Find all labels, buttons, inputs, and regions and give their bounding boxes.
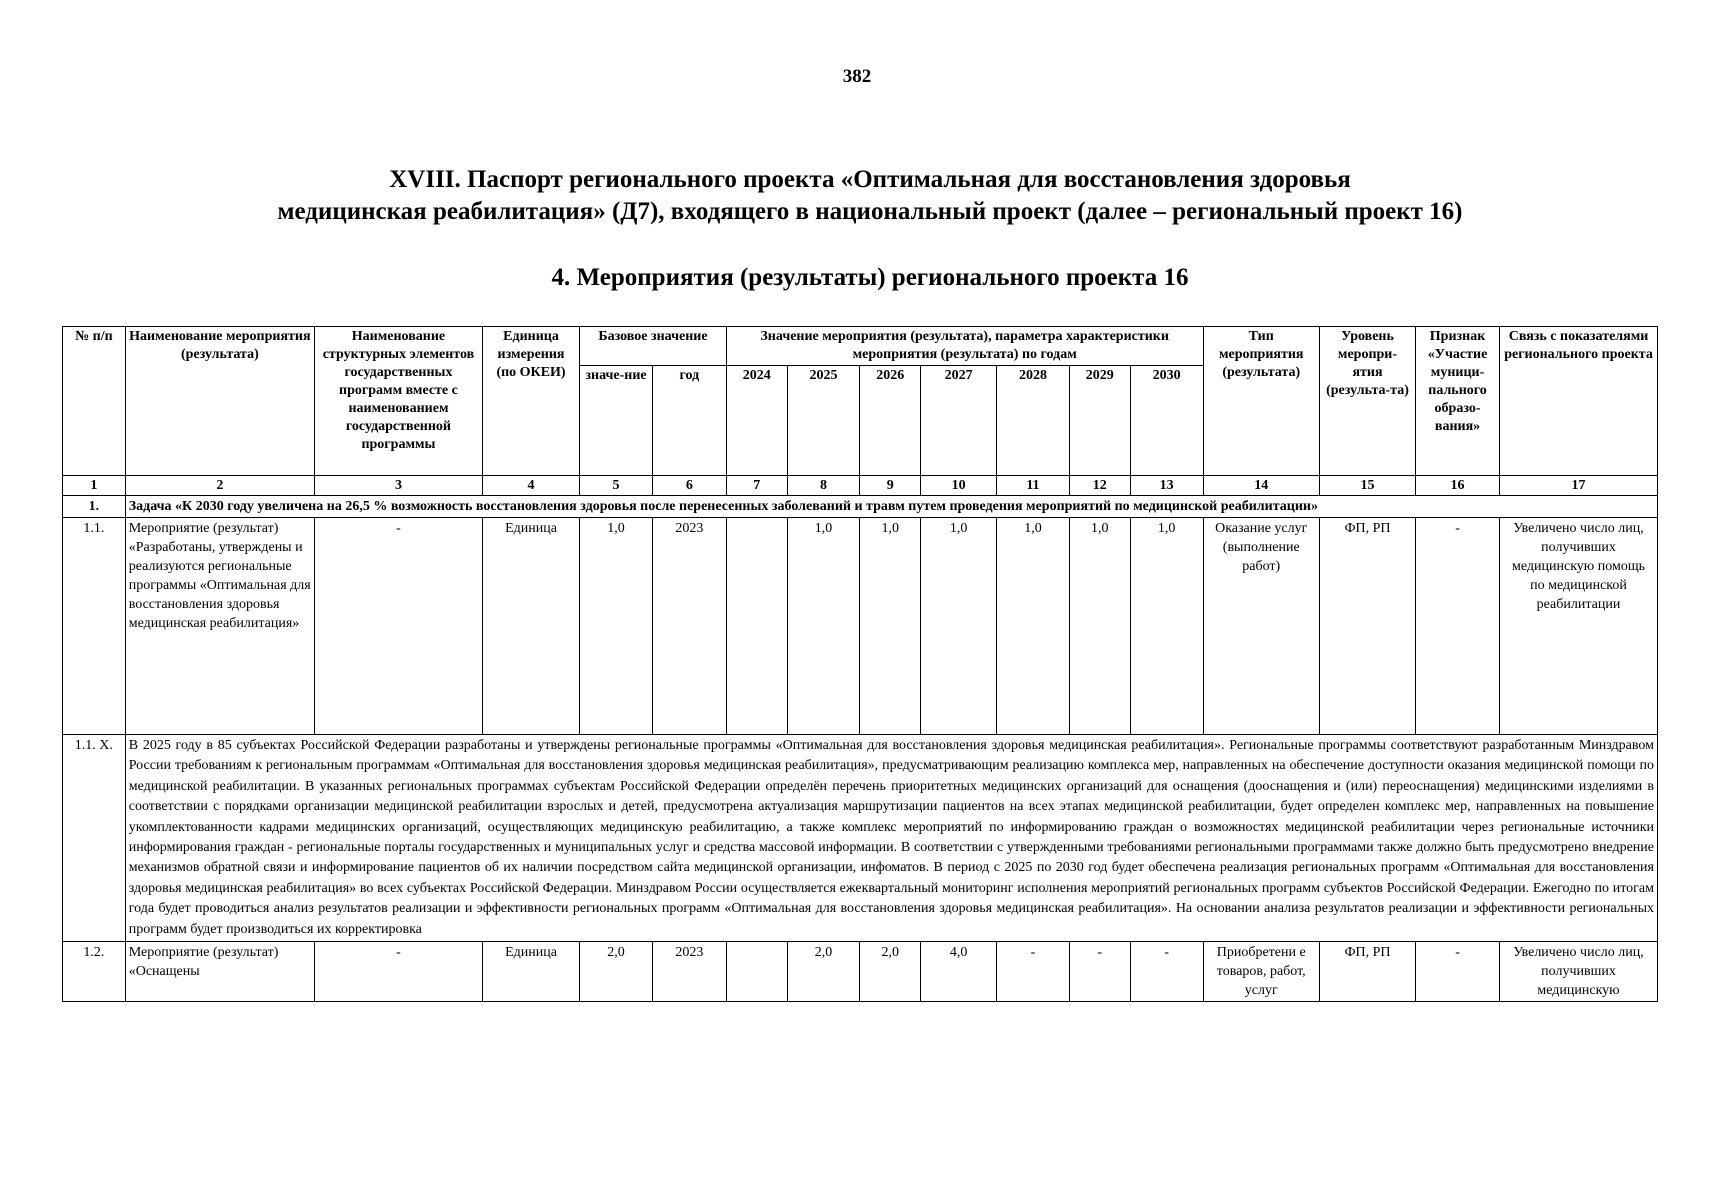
header-year-2028: 2028 — [997, 366, 1070, 476]
header-base: Базовое значение — [580, 327, 727, 366]
col-number: 9 — [860, 476, 921, 496]
col-number: 2 — [125, 476, 314, 496]
col-number: 3 — [314, 476, 482, 496]
header-year-2025: 2025 — [787, 366, 860, 476]
row-unit: Единица — [482, 518, 579, 735]
column-numbers-row — [63, 476, 1658, 496]
task-row — [63, 496, 1658, 518]
header-struct: Наименование структурных элементов государственных программ вместе с наименованием государственной программы — [314, 327, 482, 476]
col-number: 13 — [1130, 476, 1203, 496]
row-base-value: 1,0 — [580, 518, 653, 735]
row-v2026: 1,0 — [860, 518, 921, 735]
row-base-year: 2023 — [652, 942, 726, 1002]
row-num: 1.1. — [63, 518, 126, 735]
header-link: Связь с показателями регионального проекта — [1500, 327, 1658, 476]
row-mun: - — [1416, 518, 1500, 735]
row-name: Мероприятие (результат) «Разработаны, утверждены и реализуются региональные программы «Оптимальная для восстановления здоровья медицинская реабилитация» — [125, 518, 314, 735]
col-number: 10 — [921, 476, 997, 496]
header-name: Наименование мероприятия (результата) — [125, 327, 314, 476]
table-row — [63, 518, 1658, 735]
page-title — [120, 164, 1620, 228]
row-v2024 — [726, 942, 787, 1002]
row-name: Мероприятие (результат) «Оснащены — [125, 942, 314, 1002]
col-number: 4 — [482, 476, 579, 496]
col-number: 11 — [997, 476, 1070, 496]
header-values: Значение мероприятия (результата), параметра характеристики мероприятия (результата) по годам — [726, 327, 1203, 366]
description-num: 1.1. Х. — [63, 735, 126, 942]
header-year-2026: 2026 — [860, 366, 921, 476]
page-number: 382 — [842, 66, 872, 87]
header-type: Тип мероприятия (результата) — [1203, 327, 1319, 476]
row-v2025: 1,0 — [787, 518, 860, 735]
row-unit: Единица — [482, 942, 579, 1002]
header-mun: Признак «Участие муници-пального образо-вания» — [1416, 327, 1500, 476]
row-level: ФП, РП — [1319, 942, 1415, 1002]
row-v2030: 1,0 — [1130, 518, 1203, 735]
col-number: 5 — [580, 476, 653, 496]
row-base-year: 2023 — [652, 518, 726, 735]
row-struct: - — [314, 942, 482, 1002]
header-year-2030: 2030 — [1130, 366, 1203, 476]
col-number: 12 — [1069, 476, 1130, 496]
row-v2029: - — [1069, 942, 1130, 1002]
col-number: 1 — [63, 476, 126, 496]
row-v2027: 4,0 — [921, 942, 997, 1002]
row-v2024 — [726, 518, 787, 735]
row-type: Оказание услуг (выполнение работ) — [1203, 518, 1319, 735]
table-row — [63, 942, 1658, 1002]
row-base-value: 2,0 — [580, 942, 653, 1002]
header-level: Уровень меропри-ятия (результа-та) — [1319, 327, 1415, 476]
row-num: 1.2. — [63, 942, 126, 1002]
title-line-2: медицинская реабилитация» (Д7), входящего в национальный проект (далее – региональный проект 16) — [277, 198, 1463, 225]
header-row-1 — [63, 327, 1658, 366]
col-number: 8 — [787, 476, 860, 496]
row-v2029: 1,0 — [1069, 518, 1130, 735]
task-text: Задача «К 2030 году увеличена на 26,5 % возможность восстановления здоровья после перенесенных заболеваний и травм путем проведения мероприятий по медицинской реабилитации» — [125, 496, 1657, 518]
header-unit: Единица измерения (по ОКЕИ) — [482, 327, 579, 476]
description-row — [63, 735, 1658, 942]
col-number: 16 — [1416, 476, 1500, 496]
events-table — [62, 326, 1658, 1002]
row-v2025: 2,0 — [787, 942, 860, 1002]
row-v2027: 1,0 — [921, 518, 997, 735]
header-year-2027: 2027 — [921, 366, 997, 476]
row-v2028: 1,0 — [997, 518, 1070, 735]
row-v2030: - — [1130, 942, 1203, 1002]
header-base-value: значе-ние — [580, 366, 653, 476]
task-num: 1. — [63, 496, 126, 518]
title-line-1: XVIII. Паспорт регионального проекта «Оптимальная для восстановления здоровья — [389, 166, 1351, 193]
row-link: Увеличено число лиц, получивших медицинскую помощь по медицинской реабилитации — [1500, 518, 1658, 735]
col-number: 14 — [1203, 476, 1319, 496]
header-base-year: год — [652, 366, 726, 476]
row-v2028: - — [997, 942, 1070, 1002]
header-year-2024: 2024 — [726, 366, 787, 476]
col-number: 6 — [652, 476, 726, 496]
header-num: № п/п — [63, 327, 126, 476]
col-number: 15 — [1319, 476, 1415, 496]
row-mun: - — [1416, 942, 1500, 1002]
col-number: 17 — [1500, 476, 1658, 496]
row-struct: - — [314, 518, 482, 735]
row-v2026: 2,0 — [860, 942, 921, 1002]
section-subtitle: 4. Мероприятия (результаты) регионального проекта 16 — [551, 264, 1189, 291]
row-level: ФП, РП — [1319, 518, 1415, 735]
header-year-2029: 2029 — [1069, 366, 1130, 476]
col-number: 7 — [726, 476, 787, 496]
row-type: Приобретени е товаров, работ, услуг — [1203, 942, 1319, 1002]
row-link: Увеличено число лиц, получивших медицинскую — [1500, 942, 1658, 1002]
description-text: В 2025 году в 85 субъектах Российской Федерации разработаны и утверждены региональные программы «Оптимальная для восстановления здоровья медицинская реабилитация». Региональные программы соответствуют разработанным Минздравом России требованиям к региональным программам «Оптимальная для восстановления здоровья медицинская реабилитация», предусматривающим реализацию комплекса мер, направленных на обеспечение доступности оказания медицинской помощи по медицинской реабилитации. В указанных региональных программах субъектам Российской Федерации определён перечень приоритетных медицинских организаций для оснащения (дооснащения и (или) переоснащения) медицинскими изделиями в соответствии с порядками организации медицинской реабилитации взрослых и детей, предусмотрена актуализация маршрутизации пациентов на всех этапах медицинской реабилитации, будет определен комплекс мер, направленных на повышение укомплектованности кадрами медицинских организаций, осуществляющих медицинскую реабилитацию, а также комплекс мероприятий по информированию граждан о возможностях медицинской реабилитации через региональные источники информирования граждан - региональные порталы государственных и муниципальных услуг и средства массовой информации. В соответствии с утвержденными требованиями региональными программами также должно быть предусмотрено внедрение механизмов обратной связи и информирование пациентов об их наличии посредством сайта медицинской организации, инфоматов. В период с 2025 по 2030 год будет обеспечена реализация региональных программ «Оптимальная для восстановления здоровья медицинская реабилитация» во всех субъектах Российской Федерации. Минздравом России осуществляется ежеквартальный мониторинг исполнения мероприятий региональных программ субъектов Российской Федерации. Ежегодно по итогам года будет проводиться анализ результатов реализации и эффективности региональных программ «Оптимальная для восстановления здоровья медицинская реабилитация». На основании анализа результатов реализации и эффективности региональных программ будет производиться их корректировка — [125, 735, 1657, 942]
